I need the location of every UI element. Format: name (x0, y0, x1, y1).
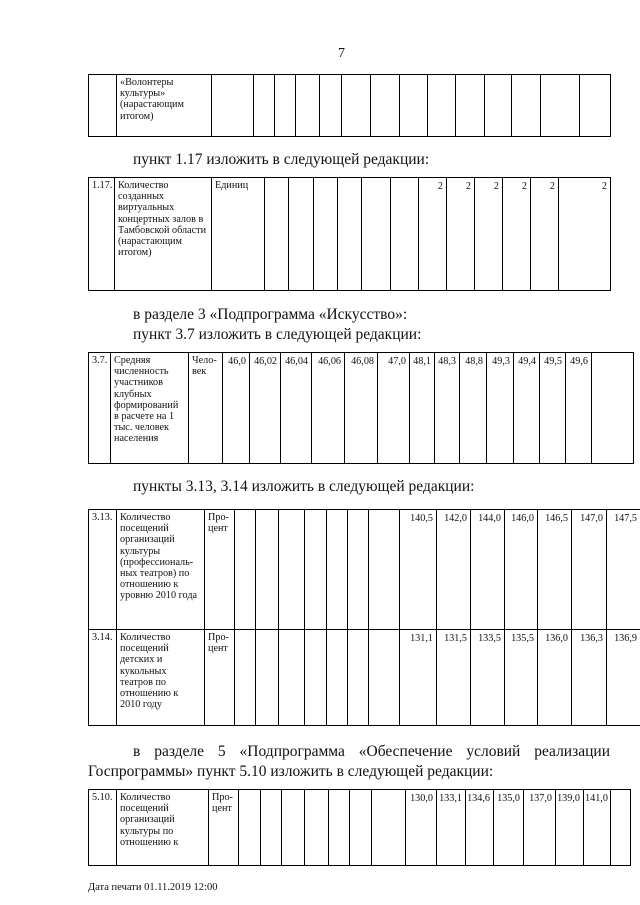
cell-value (289, 178, 314, 291)
cell-value (338, 178, 362, 291)
cell-num: 3.14. (89, 630, 117, 726)
cell-value: 48,8 (460, 353, 487, 464)
cell-value (265, 178, 289, 291)
cell-value: 46,02 (250, 353, 281, 464)
cell-value: 131,1 (400, 630, 437, 726)
instruction-3-13-3-14: пункты 3.13, 3.14 изложить в следующей редакции: (133, 478, 475, 495)
table-row (89, 510, 640, 630)
cell-value: 2 (503, 178, 531, 291)
cell-value: 46,08 (345, 353, 378, 464)
table-3-7 (88, 352, 634, 464)
cell-value: 142,0 (437, 510, 471, 630)
instruction-line: пункт 3.7 изложить в следующей редакции: (133, 326, 422, 343)
page-number: 7 (338, 46, 345, 61)
cell-value: 136,0 (538, 630, 572, 726)
instruction-line: в разделе 3 «Подпрограмма «Искусство»: (133, 306, 408, 323)
cell-value: 140,5 (400, 510, 437, 630)
cell-value: 49,3 (487, 353, 514, 464)
cell-value: 46,06 (312, 353, 345, 464)
cell-value: 48,1 (410, 353, 435, 464)
cell-value: 136,9 (607, 630, 640, 726)
cell-name: Количество посещений организаций культуры (профессиональ-ных театров) по отношению к уровню 2010 года (117, 510, 205, 630)
instruction-section-5 (88, 742, 610, 782)
cell-num: 5.10. (89, 790, 117, 866)
cell-value: 49,4 (514, 353, 540, 464)
cell-value: 133,5 (471, 630, 505, 726)
instruction-1-17: пункт 1.17 изложить в следующей редакции: (133, 151, 430, 168)
instruction-section-3 (133, 305, 421, 345)
cell-unit: Про-цент (209, 790, 239, 866)
cell-name: Количество созданных виртуальных концертных залов в Тамбовской области (нарастающим итогом) (115, 178, 212, 291)
cell-value: 2 (559, 178, 611, 291)
cell-value: 2 (447, 178, 475, 291)
cell-value: 147,5 (607, 510, 640, 630)
cell-value (362, 178, 391, 291)
table-1-17 (88, 177, 611, 291)
cell-unit: Единиц (212, 178, 265, 291)
cell-value: 134,6 (466, 790, 494, 866)
cell-value: 137,0 (524, 790, 556, 866)
cell-empty (592, 353, 634, 464)
cell-value: 47,0 (378, 353, 410, 464)
table-row (89, 630, 640, 726)
cell-value: 46,0 (223, 353, 250, 464)
cell-num: 1.17. (89, 178, 115, 291)
cell-unit: Про-цент (205, 630, 235, 726)
table-5-10 (88, 789, 631, 866)
table-row (89, 353, 634, 464)
cell-value: 139,0 (556, 790, 584, 866)
cell-unit: Про-цент (205, 510, 235, 630)
cell-value: 135,0 (494, 790, 524, 866)
cell-value: 46,04 (281, 353, 312, 464)
cell-value: 2 (419, 178, 447, 291)
cell-value: 2 (531, 178, 559, 291)
table-row (89, 790, 631, 866)
table-row (89, 75, 611, 137)
cell-value: 146,0 (505, 510, 538, 630)
instruction-line: в разделе 5 «Подпрограмма «Обеспечение условий реализации (133, 743, 610, 760)
cell-unit: Чело-век (189, 353, 223, 464)
cell-value: 2 (475, 178, 503, 291)
cell-num: 3.7. (89, 353, 111, 464)
cell-value: 146,5 (538, 510, 572, 630)
cell-num (89, 75, 117, 137)
cell-value: 130,0 (406, 790, 437, 866)
cell-name: Количество посещений организаций культуры по отношению к (117, 790, 209, 866)
cell-value: 49,5 (540, 353, 566, 464)
cell-num: 3.13. (89, 510, 117, 630)
cell-name: Средняя численность участников клубных формирований в расчете на 1 тыс. человек населения (111, 353, 189, 464)
table-row (89, 178, 611, 291)
cell-name: «Волонтеры культуры» (нарастающим итогом) (117, 75, 212, 137)
cell-value: 133,1 (437, 790, 466, 866)
table-volunteers (88, 74, 611, 137)
cell-value: 131,5 (437, 630, 471, 726)
cell-value: 141,0 (584, 790, 611, 866)
cell-value: 49,6 (566, 353, 592, 464)
cell-value (314, 178, 338, 291)
cell-value: 144,0 (471, 510, 505, 630)
table-3-13-3-14 (88, 509, 640, 726)
print-date: Дата печати 01.11.2019 12:00 (88, 882, 218, 893)
cell-value (391, 178, 419, 291)
cell-value: 136,3 (572, 630, 607, 726)
cell-value: 48,3 (435, 353, 460, 464)
cell-value: 147,0 (572, 510, 607, 630)
cell-value: 135,5 (505, 630, 538, 726)
instruction-line: Госпрограммы» пункт 5.10 изложить в следующей редакции: (88, 763, 494, 780)
cell-name: Количество посещений детских и кукольных театров по отношению к 2010 году (117, 630, 205, 726)
